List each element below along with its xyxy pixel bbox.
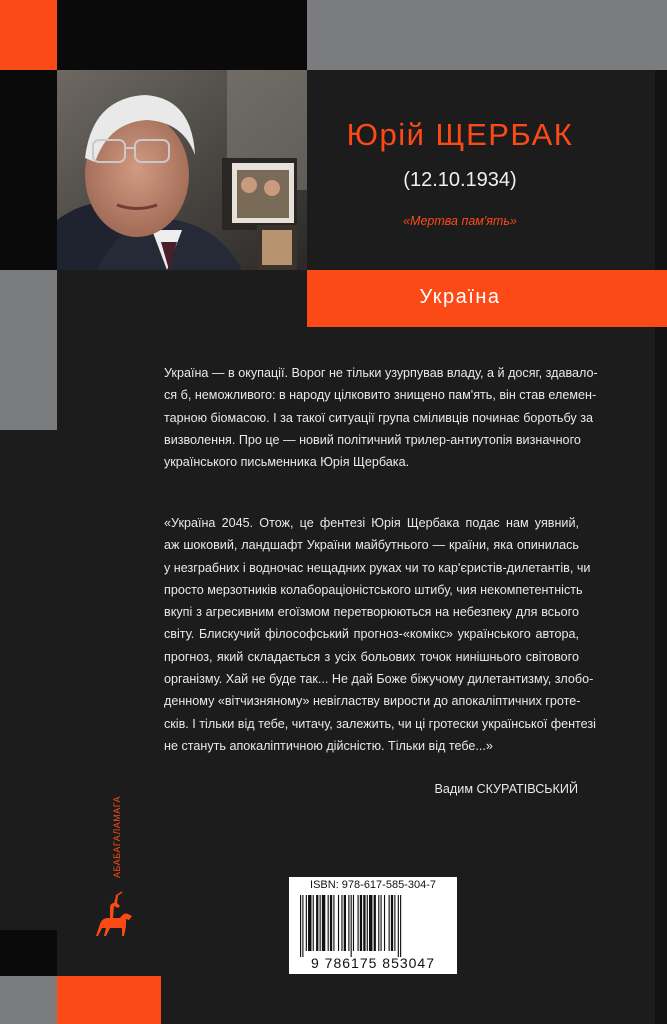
barcode-bar	[338, 895, 339, 951]
publisher-logo	[85, 770, 145, 950]
barcode-bar	[374, 895, 376, 951]
barcode-bar	[302, 895, 303, 957]
annotation-line: українського письменника Юрія Щербака.	[164, 455, 410, 470]
barcode-bar	[400, 895, 401, 957]
annotation-paragraph	[164, 362, 598, 473]
barcode-bar	[381, 895, 382, 951]
barcode-bar	[363, 895, 365, 951]
top-gray-block	[307, 0, 667, 70]
barcode-bar	[341, 895, 342, 951]
right-spine-strip	[655, 70, 667, 1024]
barcode-bar	[306, 895, 307, 951]
barcode-box	[289, 877, 457, 974]
bottom-gray-block	[0, 976, 57, 1024]
review-line: денному «вітчизняному» невігластву вирости до апокаліптичних гроте-	[164, 694, 581, 709]
review-paragraph	[164, 512, 596, 757]
isbn-label: ISBN: 978-617-585-304-7	[310, 879, 436, 891]
barcode-bar	[389, 895, 390, 951]
barcode-bar	[384, 895, 385, 951]
barcode-bar	[344, 895, 346, 951]
top-left-orange-block	[0, 0, 57, 70]
barcode-bar	[316, 895, 318, 951]
barcode-bar	[328, 895, 329, 951]
barcode-digits: 9 786175 853047	[311, 955, 435, 971]
left-black-band	[0, 70, 57, 270]
author-other-work: «Мертва пам'ять»	[403, 214, 517, 228]
reviewer-name: Вадим СКУРАТІВСЬКИЙ	[434, 782, 578, 796]
review-line: у незграбних і водночас нещадних руках чи то кар'єристів-дилетантів, чи	[164, 560, 591, 575]
barcode-bar	[322, 895, 325, 951]
left-gray-block	[0, 270, 57, 430]
annotation-line: тарною біомасою. І за такої ситуації група сміливців починає боротьбу за	[164, 410, 593, 425]
publisher-name: АБАБАГАЛАМАГА	[112, 795, 122, 879]
review-line: організму. Хай не буде так... Не дай Боже біжучому дилетантизму, злобо-	[164, 672, 594, 687]
book-title: Україна	[419, 286, 501, 308]
barcode-bar	[353, 895, 354, 951]
bottom-black-block	[0, 930, 57, 976]
review-line: просто мерзотників колабораціоністського штибу, чия некомпетентність	[164, 582, 583, 597]
review-line: вкупі з агресивним егоїзмом перетворюються на небезпеку для всього	[164, 605, 579, 620]
review-line: світу. Блискучий філософський прогноз-«комікс» українського автора,	[164, 627, 579, 642]
barcode-bar	[308, 895, 311, 951]
barcode-bar	[367, 895, 368, 951]
annotation-line: Україна — в окупації. Ворог не тільки узурпував владу, а й досяг, здавало-	[164, 366, 598, 380]
barcode-bar	[391, 895, 393, 951]
barcode-bar	[330, 895, 332, 951]
barcode-bar	[348, 895, 349, 951]
review-line: не стануть апокаліптичною дійсністю. Тільки від тебе...»	[164, 738, 493, 753]
review-line: прогноз, який складається з усіх больових точок нинішнього світового	[164, 649, 579, 664]
camel-stork-logo-icon	[88, 888, 138, 948]
author-dates: (12.10.1934)	[403, 169, 517, 191]
barcode-bar	[300, 895, 301, 957]
barcode-bar	[369, 895, 372, 951]
bottom-orange-block	[57, 976, 161, 1024]
author-photo	[57, 70, 307, 270]
barcode-bar	[333, 895, 334, 951]
author-name: Юрій ЩЕРБАК	[346, 117, 574, 152]
barcode-bar	[313, 895, 314, 951]
review-line: сків. І тільки від тебе, читачу, залежить, чи ці гротески української фентезі	[164, 716, 596, 731]
barcode-bar	[394, 895, 395, 951]
barcode-bar	[378, 895, 379, 951]
top-black-band	[57, 0, 307, 70]
review-line: «Україна 2045. Отож, це фентезі Юрія Щербака подає нам уявний,	[164, 516, 579, 530]
barcode-bar	[351, 895, 352, 957]
barcode-bar	[360, 895, 362, 951]
barcode-bar	[398, 895, 399, 957]
review-line: аж шоковий, ландшафт України майбутнього — країни, яка опинилась	[164, 538, 579, 553]
annotation-line: визволення. Про це — новий політичний трилер-антиутопія визначного	[164, 432, 581, 447]
barcode-bars	[298, 895, 448, 957]
barcode-bar	[358, 895, 359, 951]
barcode-bar	[320, 895, 321, 951]
annotation-line: ся б, неможливого: в народу цілковито знищено пам'ять, він став елемен-	[164, 388, 597, 403]
